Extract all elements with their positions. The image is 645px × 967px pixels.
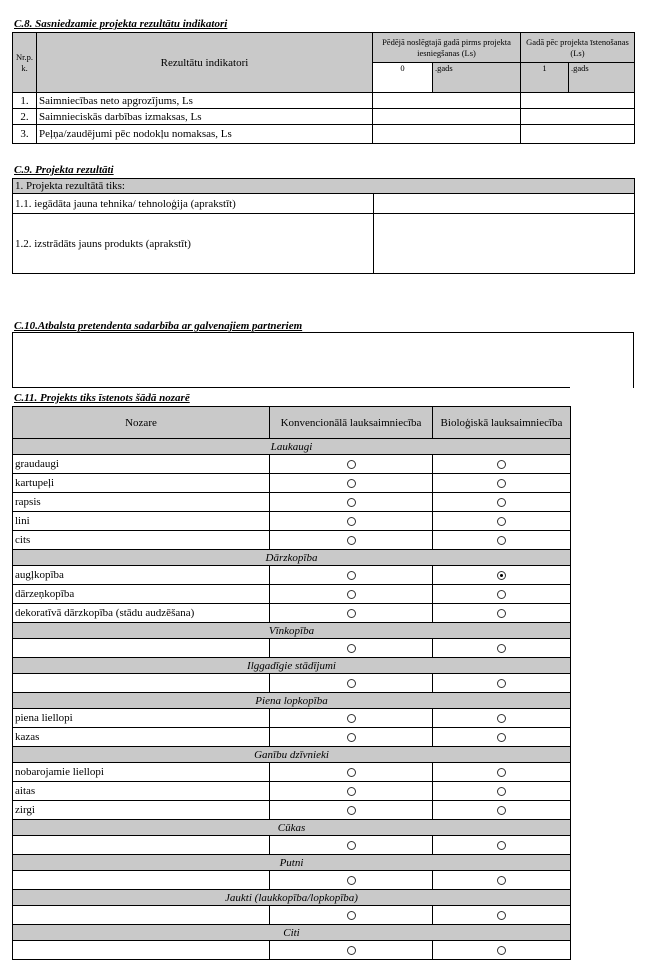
c11-sector-label: dārzeņkopība — [13, 585, 270, 604]
c11-conventional-cell — [270, 512, 433, 531]
c10-title: C.10.Atbalsta pretendenta sadarbība ar galvenajiem partneriem — [14, 320, 303, 332]
radio-button[interactable] — [497, 498, 506, 507]
c11-col-organic: Bioloģiskā lauksaimniecība — [433, 407, 571, 439]
c11-organic-cell — [433, 604, 571, 623]
c11-sector-label: dekoratīvā dārzkopība (stādu audzēšana) — [13, 604, 270, 623]
c8-title: C.8. Sasniedzamie projekta rezultātu indikatori — [14, 18, 228, 30]
c11-category-header: Laukaugi — [13, 439, 571, 455]
c11-sector-label: piena liellopi — [13, 709, 270, 728]
c11-category-header: Putni — [13, 855, 571, 871]
radio-button[interactable] — [497, 946, 506, 955]
radio-button[interactable] — [497, 517, 506, 526]
radio-button[interactable] — [347, 609, 356, 618]
c11-category-header: Ganību dzīvnieki — [13, 747, 571, 763]
c11-sector-label: kartupeļi — [13, 474, 270, 493]
c11-sector-label: cits — [13, 531, 270, 550]
c8-row-value-after[interactable] — [521, 125, 635, 144]
c11-organic-cell — [433, 801, 571, 820]
radio-button[interactable] — [497, 768, 506, 777]
c11-conventional-cell — [270, 941, 433, 960]
c11-organic-cell — [433, 906, 571, 925]
c11-category-header: Piena lopkopība — [13, 693, 571, 709]
radio-button[interactable] — [347, 946, 356, 955]
c11-conventional-cell — [270, 639, 433, 658]
radio-button[interactable] — [347, 876, 356, 885]
radio-button[interactable] — [347, 479, 356, 488]
radio-button[interactable] — [497, 460, 506, 469]
c11-conventional-cell — [270, 455, 433, 474]
c11-table — [12, 406, 571, 960]
c11-conventional-cell — [270, 474, 433, 493]
c11-sector-label: aitas — [13, 782, 270, 801]
radio-button[interactable] — [497, 479, 506, 488]
c11-organic-cell — [433, 566, 571, 585]
c8-row-value-last[interactable] — [373, 125, 521, 144]
radio-button[interactable] — [347, 571, 356, 580]
radio-button[interactable] — [347, 911, 356, 920]
radio-button[interactable] — [347, 517, 356, 526]
c8-row-label: Saimnieciskās darbības izmaksas, Ls — [37, 109, 373, 125]
c11-organic-cell — [433, 639, 571, 658]
radio-button[interactable] — [347, 644, 356, 653]
c11-col-conventional: Konvencionālā lauksaimniecība — [270, 407, 433, 439]
c11-sector-label: nobarojamie liellopi — [13, 763, 270, 782]
c11-sector-label — [13, 941, 270, 960]
c11-organic-cell — [433, 782, 571, 801]
radio-button[interactable] — [497, 806, 506, 815]
radio-button[interactable] — [347, 768, 356, 777]
c10-bottom-rule — [12, 387, 570, 388]
c11-organic-cell — [433, 836, 571, 855]
radio-button[interactable] — [497, 911, 506, 920]
c8-row-nr: 1. — [13, 93, 37, 109]
c8-last-year-num[interactable]: 0 — [373, 63, 433, 93]
c11-organic-cell — [433, 763, 571, 782]
c11-category-header: Cūkas — [13, 820, 571, 836]
c11-organic-cell — [433, 585, 571, 604]
c8-last-year-unit: .gads — [433, 63, 521, 93]
c11-sector-label: augļkopība — [13, 566, 270, 585]
c11-conventional-cell — [270, 585, 433, 604]
c11-organic-cell — [433, 474, 571, 493]
c11-conventional-cell — [270, 871, 433, 890]
c11-organic-cell — [433, 455, 571, 474]
radio-button[interactable] — [497, 733, 506, 742]
c11-sector-label — [13, 906, 270, 925]
c8-after-unit: .gads — [569, 63, 635, 93]
c8-row-value-after[interactable] — [521, 93, 635, 109]
c8-col-nr: Nr.p. k. — [13, 33, 37, 93]
c11-category-header: Citi — [13, 925, 571, 941]
c11-conventional-cell — [270, 531, 433, 550]
radio-button[interactable] — [347, 714, 356, 723]
c11-category-header: Dārzkopība — [13, 550, 571, 566]
c9-row-product: 1.2. izstrādāts jauns produkts (aprakstīt) — [13, 214, 374, 274]
c8-col-after: Gadā pēc projekta īstenošanas (Ls) — [521, 33, 635, 63]
radio-button[interactable] — [497, 609, 506, 618]
radio-button[interactable] — [347, 679, 356, 688]
c8-row-value-after[interactable] — [521, 109, 635, 125]
c11-category-header: Jaukti (laukkopība/lopkopība) — [13, 890, 571, 906]
c11-sector-label — [13, 836, 270, 855]
radio-button[interactable] — [497, 876, 506, 885]
c11-conventional-cell — [270, 763, 433, 782]
c11-organic-cell — [433, 512, 571, 531]
c8-row-nr: 2. — [13, 109, 37, 125]
c9-header: 1. Projekta rezultātā tiks: — [13, 179, 635, 194]
radio-button[interactable] — [497, 714, 506, 723]
c10-partners-field[interactable] — [12, 332, 634, 388]
c9-row-technology: 1.1. iegādāta jauna tehnika/ tehnoloģija (aprakstīt) — [13, 194, 374, 214]
radio-button[interactable] — [497, 679, 506, 688]
c11-conventional-cell — [270, 709, 433, 728]
c11-conventional-cell — [270, 493, 433, 512]
c11-conventional-cell — [270, 674, 433, 693]
c11-conventional-cell — [270, 782, 433, 801]
c8-table — [12, 32, 635, 144]
radio-button[interactable] — [497, 590, 506, 599]
radio-button[interactable] — [497, 644, 506, 653]
c11-category-header: Vīnkopība — [13, 623, 571, 639]
c11-category-header: Ilggadīgie stādījumi — [13, 658, 571, 674]
radio-button[interactable] — [497, 841, 506, 850]
c8-row-nr: 3. — [13, 125, 37, 144]
c11-organic-cell — [433, 728, 571, 747]
c9-product-description[interactable] — [374, 214, 635, 274]
radio-button[interactable] — [497, 571, 506, 580]
radio-button[interactable] — [347, 787, 356, 796]
c11-sector-label — [13, 871, 270, 890]
c11-organic-cell — [433, 493, 571, 512]
c11-sector-label: rapsis — [13, 493, 270, 512]
c11-conventional-cell — [270, 566, 433, 585]
radio-button[interactable] — [497, 536, 506, 545]
c11-sector-label: kazas — [13, 728, 270, 747]
radio-button[interactable] — [347, 536, 356, 545]
c11-sector-label: zirgi — [13, 801, 270, 820]
c11-title: C.11. Projekts tiks īstenots šādā nozarē — [14, 392, 190, 404]
radio-button[interactable] — [347, 806, 356, 815]
c8-row-value-last[interactable] — [373, 93, 521, 109]
c11-organic-cell — [433, 709, 571, 728]
c11-sector-label: graudaugi — [13, 455, 270, 474]
c11-conventional-cell — [270, 801, 433, 820]
c11-organic-cell — [433, 871, 571, 890]
radio-button[interactable] — [497, 787, 506, 796]
c9-table — [12, 178, 635, 274]
c11-sector-label — [13, 674, 270, 693]
c9-technology-description[interactable] — [374, 194, 635, 214]
c11-organic-cell — [433, 531, 571, 550]
c11-organic-cell — [433, 674, 571, 693]
c11-conventional-cell — [270, 728, 433, 747]
c11-sector-label — [13, 639, 270, 658]
c9-title: C.9. Projekta rezultāti — [14, 164, 114, 176]
radio-button[interactable] — [347, 498, 356, 507]
c8-col-indicators: Rezultātu indikatori — [37, 33, 373, 93]
c11-sector-label: lini — [13, 512, 270, 531]
c8-col-last-year: Pēdējā noslēgtajā gadā pirms projekta iesniegšanas (Ls) — [373, 33, 521, 63]
c11-col-sector: Nozare — [13, 407, 270, 439]
c11-conventional-cell — [270, 604, 433, 623]
c11-conventional-cell — [270, 906, 433, 925]
radio-button[interactable] — [347, 733, 356, 742]
radio-button[interactable] — [347, 460, 356, 469]
radio-button[interactable] — [347, 590, 356, 599]
c11-conventional-cell — [270, 836, 433, 855]
c8-row-label: Peļņa/zaudējumi pēc nodokļu nomaksas, Ls — [37, 125, 373, 144]
radio-button[interactable] — [347, 841, 356, 850]
c11-organic-cell — [433, 941, 571, 960]
c8-after-num[interactable]: 1 — [521, 63, 569, 93]
c8-row-label: Saimniecības neto apgrozījums, Ls — [37, 93, 373, 109]
c8-row-value-last[interactable] — [373, 109, 521, 125]
